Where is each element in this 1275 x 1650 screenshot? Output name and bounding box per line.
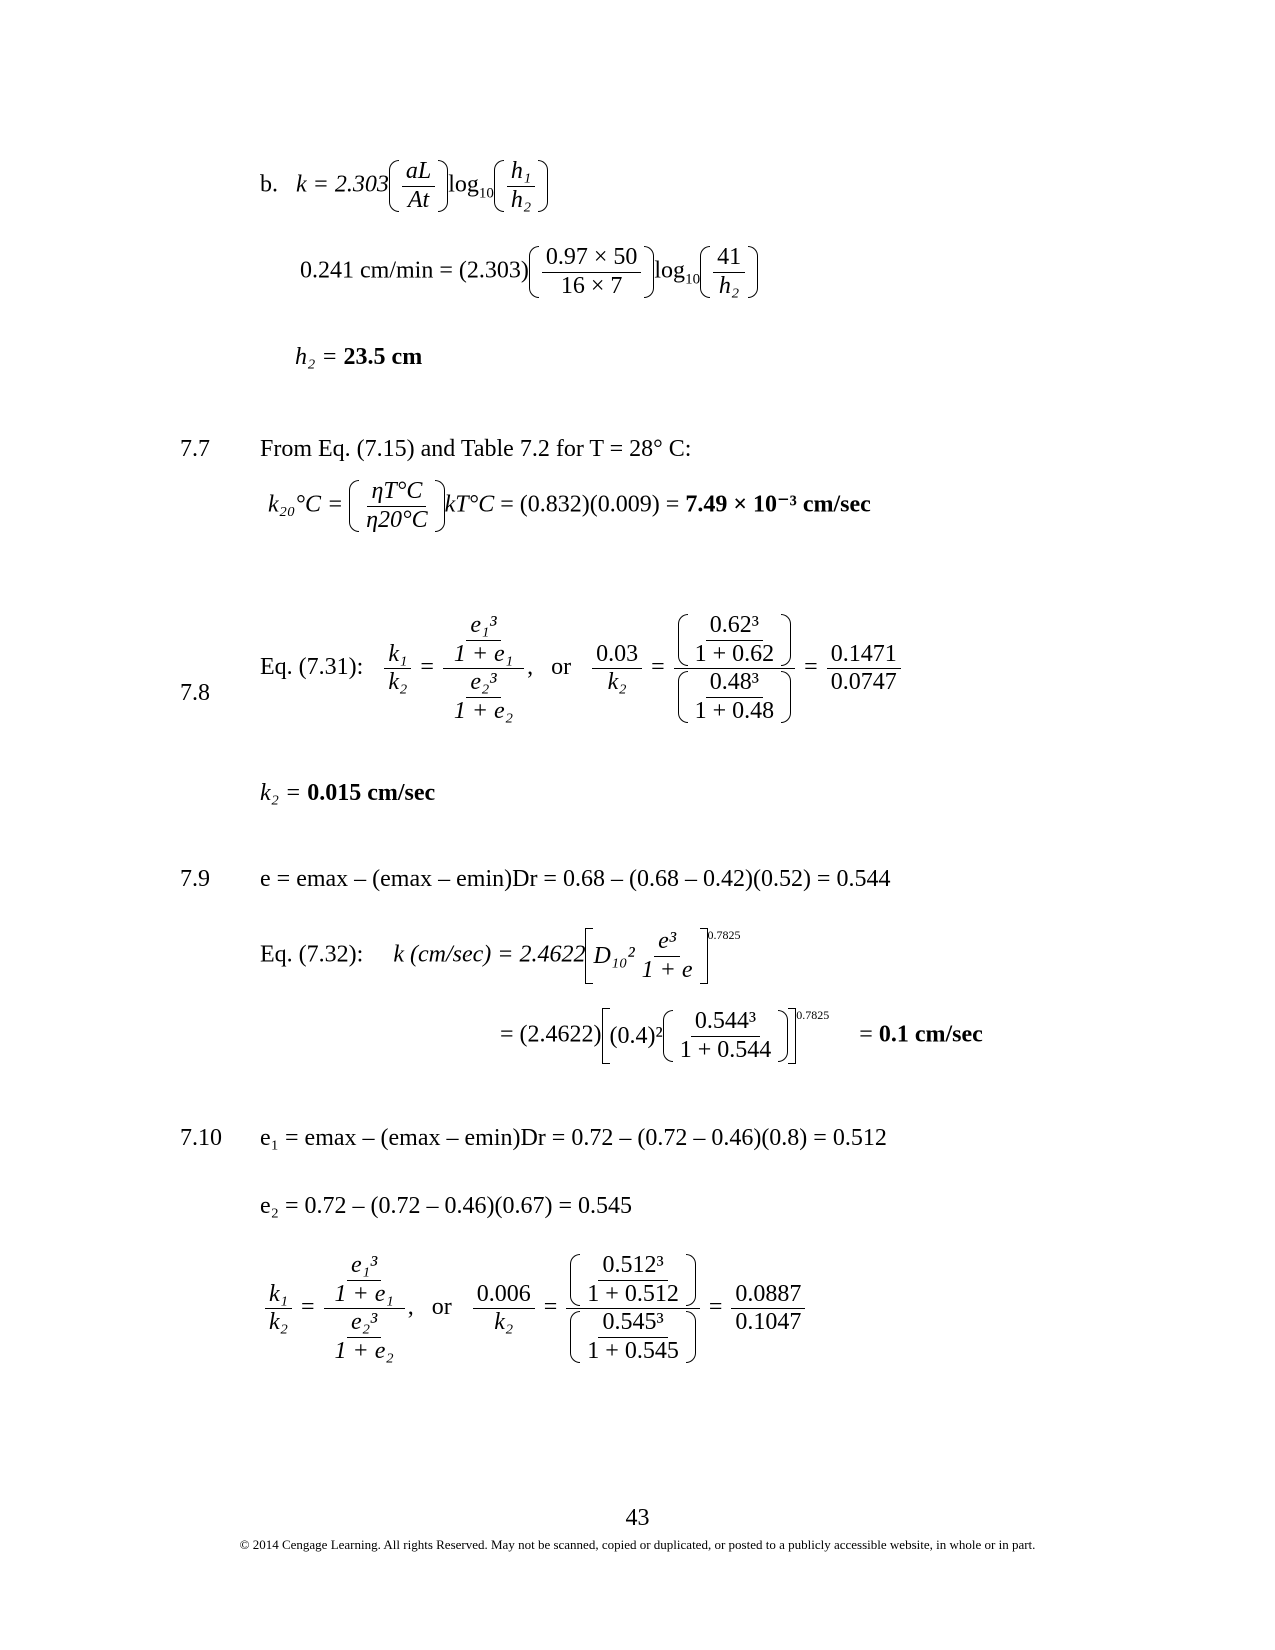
fraction-denominator: 0.0747 <box>830 669 897 696</box>
problem-7-7-text: From Eq. (7.15) and Table 7.2 for T = 28° C: <box>260 436 692 462</box>
d10-value: (0.4)² <box>609 1022 663 1049</box>
kT-label: kT°C <box>444 491 495 518</box>
or-text: or <box>551 654 572 681</box>
fraction-numerator: h₁ <box>507 158 535 187</box>
fraction-numerator: 0.48³ <box>706 669 763 698</box>
fraction-denominator: 0.1047 <box>735 1309 802 1336</box>
d10-term: D₁₀² <box>593 942 635 969</box>
fraction-denominator: 1 + 0.48 <box>694 697 775 724</box>
fraction-numerator: 0.512³ <box>598 1252 667 1281</box>
problem-7-8-equation: Eq. (7.31): $\frac{\text{k₁}}{\text{k₂}}$ = $\frac{\frac{\text{e₁³}}{\text{1 + e₁}}}{\frac{\text{e₂³}}{\text{1 + e₂}}}$ , or $\frac{0.03}{\text{k₂}}$ = $\frac{\frac{\text{0.62³}}{1 + 0.62}}{\frac{\text{0.48³}}{1 + 0.48}}$ = $\frac{0.1471}{0.0747}$ <box>260 612 904 725</box>
problem-number-7-10: 7.10 <box>180 1125 222 1151</box>
fraction-numerator: 0.006 <box>473 1281 535 1310</box>
exponent: 0.7825 <box>707 928 741 942</box>
fraction-denominator: 1 + e₂ <box>334 1337 394 1364</box>
fraction-denominator: 1 + e₁ <box>334 1280 394 1307</box>
or-text: or <box>431 1294 452 1321</box>
problem-7-10-equation: $\frac{\text{k₁}}{\text{k₂}}$ = $\frac{\frac{\text{e₁³}}{\text{1 + e₁}}}{\frac{\text{e₂³}}{\text{1 + e₂}}}$ , or $\frac{0.006}{\text{k₂}}$ = $\frac{\frac{\text{0.512³}}{1 + 0.512}}{\frac{\text{0.545³}}{1 + 0.545}}$ = $\frac{0.0887}{0.1047}$ <box>262 1252 808 1365</box>
fraction-denominator: 1 + e <box>641 956 693 983</box>
fraction-denominator: k₂ <box>269 1309 288 1336</box>
k-formula-left: k = 2.303 <box>296 171 389 198</box>
part-b-label: b. <box>260 171 278 198</box>
k20-label: k₂₀°C = <box>268 491 344 518</box>
problem-number-7-7: 7.7 <box>180 436 210 462</box>
fraction-denominator: k₂ <box>494 1309 514 1336</box>
equation-label: Eq. (7.31): <box>260 654 364 681</box>
fraction-numerator: 0.97 × 50 <box>542 244 642 273</box>
fraction-numerator: k₁ <box>384 641 411 670</box>
result-value: 23.5 cm <box>343 344 423 370</box>
log-base: 10 <box>685 271 701 288</box>
equals-sign: = <box>859 1021 879 1048</box>
part-b-result <box>295 344 422 371</box>
part-b-equation-1 <box>260 158 548 214</box>
fraction-denominator: 1 + e₂ <box>453 697 514 724</box>
fraction-denominator: 1 + e₁ <box>453 640 514 667</box>
fraction-denominator: 1 + 0.512 <box>587 1280 679 1307</box>
fraction-denominator: k₂ <box>607 669 627 696</box>
result-value: 7.49 × 10⁻³ cm/sec <box>685 491 871 518</box>
fraction-denominator: 16 × 7 <box>560 272 623 299</box>
result-value: 0.1 cm/sec <box>878 1021 983 1048</box>
equation-left: 0.241 cm/min = (2.303) <box>300 257 529 284</box>
problem-number-7-9: 7.9 <box>180 866 210 892</box>
fraction-numerator: e₁³ <box>466 612 500 641</box>
problem-number-7-8: 7.8 <box>180 680 210 706</box>
fraction-numerator: 0.544³ <box>691 1008 760 1037</box>
problem-7-10-line-1: e₁ = emax – (emax – emin)Dr = 0.72 – (0.72 – 0.46)(0.8) = 0.512 <box>260 1125 887 1151</box>
fraction-numerator: 0.62³ <box>706 612 763 641</box>
fraction-denominator: h₂ <box>718 272 740 299</box>
fraction-numerator: e₁³ <box>347 1252 381 1281</box>
fraction-numerator: 0.0887 <box>731 1281 805 1310</box>
calculation-left: = (2.4622) <box>500 1021 602 1048</box>
result-label: k₂ = <box>260 780 308 806</box>
fraction-numerator: 0.03 <box>592 641 642 670</box>
page-number: 43 <box>625 1505 650 1531</box>
fraction-denominator: 1 + 0.544 <box>679 1036 772 1063</box>
problem-7-9-line-1: e = emax – (emax – emin)Dr = 0.68 – (0.68 – 0.42)(0.52) = 0.544 <box>260 866 891 892</box>
result-label: h₂ = <box>295 344 344 370</box>
part-b-equation-2 <box>300 244 758 300</box>
k-formula-left: k (cm/sec) = 2.4622 <box>393 941 586 968</box>
problem-7-8-result <box>260 780 435 807</box>
copyright-footer: © 2014 Cengage Learning. All rights Reserved. May not be scanned, copied or duplicated, or posted to a publicly accessible website, in whole or in part. <box>239 1537 1036 1552</box>
result-value: 0.015 cm/sec <box>307 780 436 806</box>
fraction-numerator: 41 <box>713 244 745 273</box>
fraction-numerator: ηT°C <box>367 478 426 507</box>
problem-7-9-calculation <box>500 1008 983 1064</box>
fraction-denominator: 1 + 0.545 <box>587 1337 679 1364</box>
log-label: log <box>448 171 479 198</box>
equation-label: Eq. (7.32): <box>260 941 364 968</box>
problem-7-9-equation <box>260 928 741 984</box>
fraction-numerator: e₂³ <box>466 669 500 698</box>
fraction-denominator: 1 + 0.62 <box>694 640 775 667</box>
log-label: log <box>654 257 686 284</box>
problem-7-10-line-2: e₂ = 0.72 – (0.72 – 0.46)(0.67) = 0.545 <box>260 1193 633 1219</box>
fraction-denominator: η20°C <box>366 506 428 533</box>
log-base: 10 <box>478 185 494 202</box>
problem-7-7-equation <box>268 478 871 534</box>
fraction-numerator: e³ <box>654 928 680 957</box>
exponent: 0.7825 <box>796 1008 830 1022</box>
calculation: = (0.832)(0.009) = <box>500 491 686 518</box>
fraction-numerator: k₁ <box>265 1281 292 1310</box>
fraction-numerator: e₂³ <box>347 1309 381 1338</box>
fraction-numerator: 0.1471 <box>827 641 901 670</box>
fraction-denominator: k₂ <box>388 669 408 696</box>
fraction-numerator: 0.545³ <box>598 1309 667 1338</box>
fraction-denominator: h₂ <box>510 186 532 213</box>
fraction-denominator: At <box>407 186 430 213</box>
fraction-numerator: aL <box>402 158 435 187</box>
